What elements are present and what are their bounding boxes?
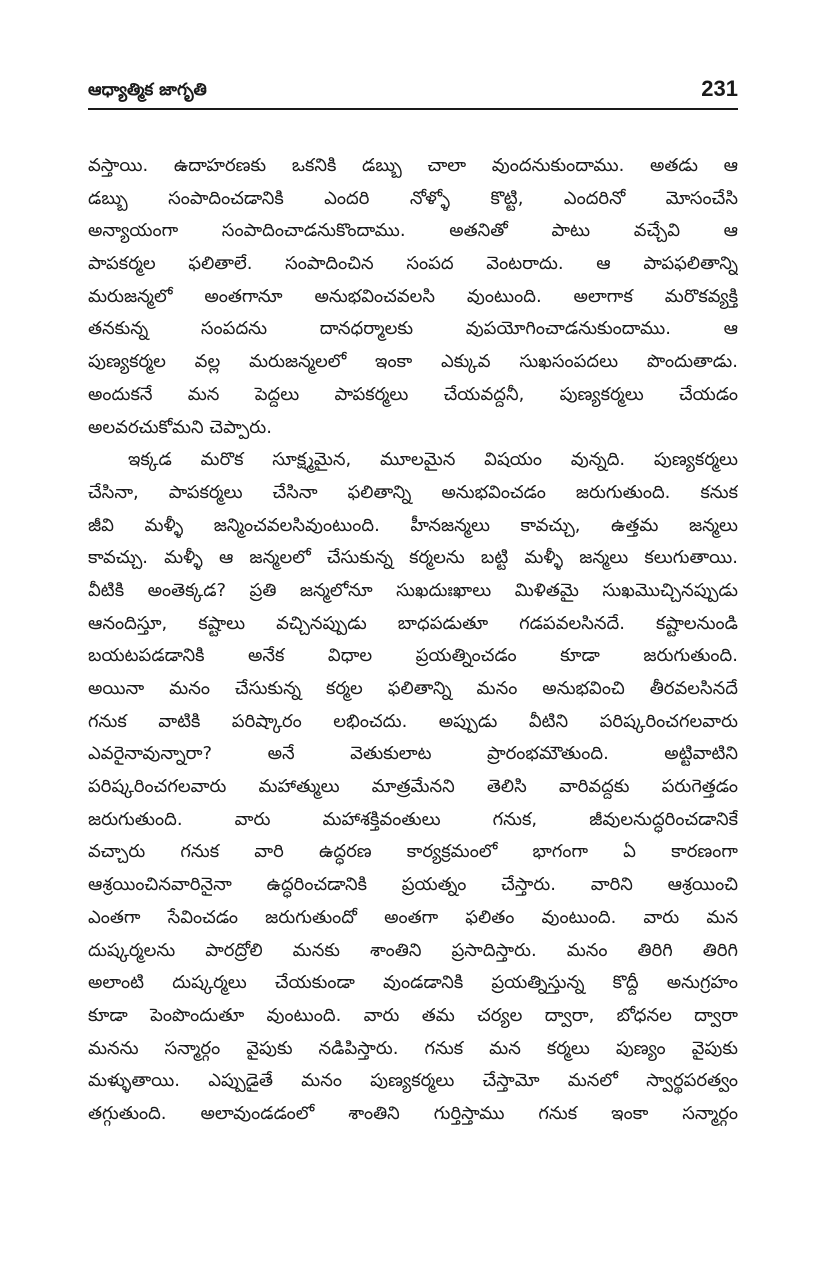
text-line: జరుగుతుంది. వారు మహాశక్తివంతులు గనుక, జీవులనుద్ధరించడానికే [88,808,738,830]
text-line: పుణ్యకర్మల వల్ల మరుజన్మలలో ఇంకా ఎక్కువ సుఖసంపదలు పొందుతాడు. [88,351,738,373]
text-line: మనను సన్మార్గం వైపుకు నడిపిస్తారు. గనుక మన కర్మలు పుణ్యం వైపుకు [88,1037,738,1059]
text-line: అయినా మనం చేసుకున్న కర్మల ఫలితాన్ని మనం అనుభవించి తీరవలసినదే [88,678,738,699]
text-line: ఎంతగా సేవించడం జరుగుతుందో అంతగా ఫలితం వుంటుంది. వారు మన [88,906,738,928]
running-header [88,76,738,108]
text-line: అలవరచుకోమని చెప్పారు. [88,416,272,438]
text-line: ఎవరైనావున్నారా? అనే వెతుకులాట ప్రారంభమౌతుంది. అట్టివాటిని [88,743,738,765]
text-line: తనకున్న సంపదను దానధర్మాలకు వుపయోగించాడనుకుందాము. ఆ [88,318,738,340]
text-line: దుష్కర్మలను పారద్రోలి మనకు శాంతిని ప్రసాదిస్తారు. మనం తిరిగి తిరిగి [88,939,738,961]
text-line: మరుజన్మలో అంతగానూ అనుభవించవలసి వుంటుంది. అలాగాక మరొకవ్యక్తి [88,285,738,307]
text-line: ఆనందిస్తూ, కష్టాలు వచ్చినప్పుడు బాధపడుతూ గడపవలసినదే. కష్టాలనుండి [88,612,738,634]
header-divider [88,108,738,110]
text-line: మళ్ళుతాయి. ఎప్పుడైతే మనం పుణ్యకర్మలు చేస్తామో మనలో స్వార్థపరత్వం [88,1070,738,1092]
text-line: వీటికి అంతెక్కడ? ప్రతి జన్మలోనూ సుఖదుఃఖాలు మిళితమై సుఖమొచ్చినప్పుడు [88,579,738,601]
text-line: చేసినా, పాపకర్మలు చేసినా ఫలితాన్ని అనుభవించడం జరుగుతుంది. కనుక [88,481,738,503]
text-line: జీవి మళ్ళీ జన్మించవలసివుంటుంది. హీనజన్మలు కావచ్చు, ఉత్తమ జన్మలు [88,514,738,536]
text-line: కావచ్చు. మళ్ళీ ఆ జన్మలలో చేసుకున్న కర్మలను బట్టి మళ్ళీ జన్మలు కలుగుతాయి. [88,547,738,569]
text-line: అందుకనే మన పెద్దలు పాపకర్మలు చేయవద్దనీ, పుణ్యకర్మలు చేయడం [88,383,738,405]
page-number: 231 [701,76,738,101]
text-line: వస్తాయి. ఉదాహరణకు ఒకనికి డబ్బు చాలా వుందనుకుందాము. అతడు ఆ [88,155,738,176]
text-line: బయటపడడానికి అనేక విధాల ప్రయత్నించడం కూడా జరుగుతుంది. [88,645,738,667]
text-line: అన్యాయంగా సంపాదించాడనుకొందాము. అతనితో పాటు వచ్చేవి ఆ [88,220,738,242]
text-line: అలాంటి దుష్కర్మలు చేయకుండా వుండడానికి ప్రయత్నిస్తున్న కొద్దీ అనుగ్రహం [88,972,738,994]
text-line: తగ్గుతుంది. అలావుండడంలో శాంతిని గుర్తిస్తాము గనుక ఇంకా సన్మార్గం [88,1102,738,1124]
text-line: పరిష్కరించగలవారు మహాత్ములు మాత్రమేనని తెలిసి వారివద్దకు పరుగెత్తడం [88,776,738,798]
text-line: వచ్చారు గనుక వారి ఉద్ధరణ కార్యక్రమంలో భాగంగా ఏ కారణంగా [88,841,738,863]
running-header-title: ఆధ్యాత్మిక జాగృతి [88,80,207,100]
text-line: ఇక్కడ మరొక సూక్ష్మమైన, మూలమైన విషయం వున్నది. పుణ్యకర్మలు [128,449,738,471]
text-line: పాపకర్మల ఫలితాలే. సంపాదించిన సంపద వెంటరాదు. ఆ పాపఫలితాన్ని [88,253,738,275]
body-text [88,150,738,1131]
text-line: గనుక వాటికి పరిష్కారం లభించదు. అప్పుడు వీటిని పరిష్కరించగలవారు [88,710,738,732]
text-line: కూడా పెంపొందుతూ వుంటుంది. వారు తమ చర్యల ద్వారా, బోధనల ద్వారా [88,1004,738,1026]
text-line: ఆశ్రయించినవారినైనా ఉద్ధరించడానికి ప్రయత్నం చేస్తారు. వారిని ఆశ్రయించి [88,874,738,896]
text-line: డబ్బు సంపాదించడానికి ఎందరి నోళ్ళో కొట్టి, ఎందరినో మోసంచేసి [88,187,738,209]
